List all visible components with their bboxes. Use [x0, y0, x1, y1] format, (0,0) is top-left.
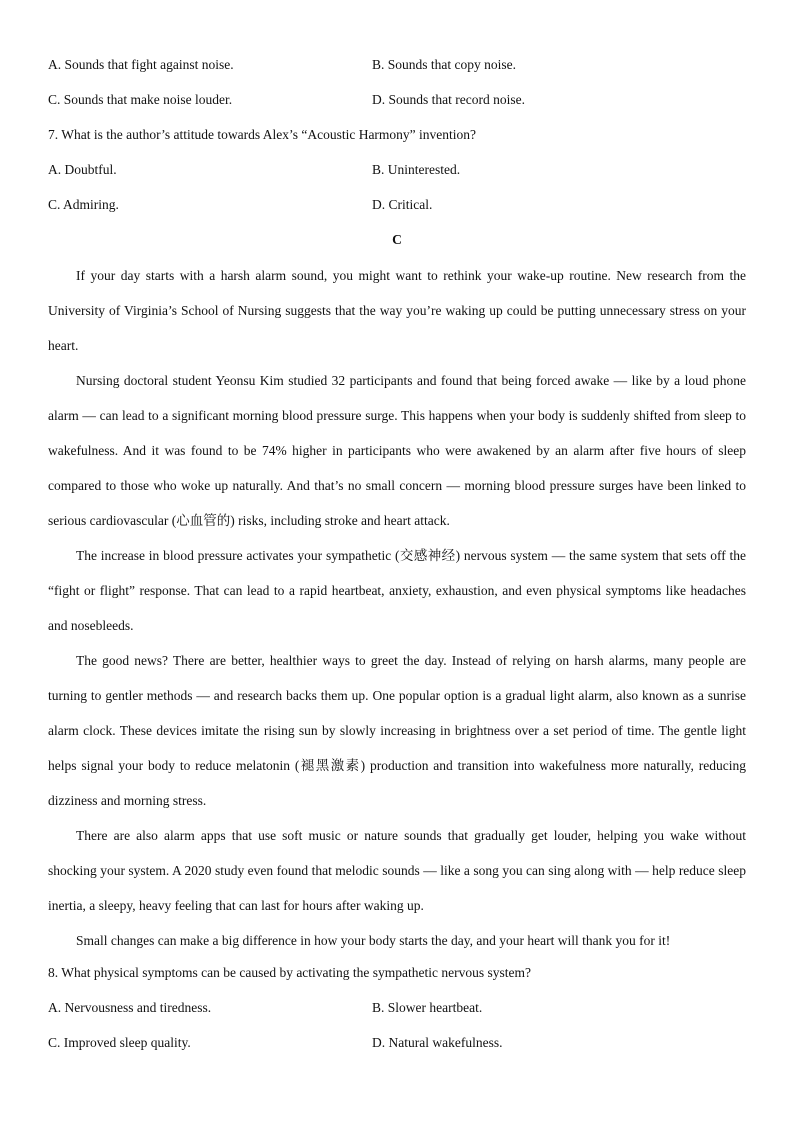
q7-option-d: D. Critical.	[372, 197, 433, 212]
q6-option-c: C. Sounds that make noise louder.	[48, 92, 233, 107]
passage-paragraph-4: The good news? There are better, healthier ways to greet the day. Instead of relying on harsh alarms, many people are turning to gentler methods — and research backs them up. One popular option is a gradual light alarm, also known as a sunrise alarm clock. These devices imitate the rising sun by slowly increasing in brightness over a set period of time. The gentle light helps signal your body to reduce melatonin (褪黑激素) production and transition into wakefulness more naturally, reducing dizziness and morning stress.	[48, 653, 746, 808]
q7-stem: 7. What is the author’s attitude towards Alex’s “Acoustic Harmony” invention?	[48, 127, 477, 142]
passage-paragraph-3: The increase in blood pressure activates your sympathetic (交感神经) nervous system — the same system that sets off the “fight or flight” response. That can lead to a rapid heartbeat, anxiety, exhaustion, and even physical symptoms like headaches and nosebleeds.	[48, 548, 746, 633]
q7-option-c: C. Admiring.	[48, 197, 119, 212]
passage-paragraph-2: Nursing doctoral student Yeonsu Kim studied 32 participants and found that being forced awake — like by a loud phone alarm — can lead to a significant morning blood pressure surge. This happens when your body is suddenly shifted from sleep to wakefulness. And it was found to be 74% higher in participants who were awakened by an alarm after five hours of sleep compared to those who woke up naturally. And that’s no small concern — morning blood pressure surges have been linked to serious cardiovascular (心血管的) risks, including stroke and heart attack.	[48, 373, 746, 528]
q8-option-a: A. Nervousness and tiredness.	[48, 1000, 212, 1015]
passage-paragraph-5: There are also alarm apps that use soft music or nature sounds that gradually get louder, helping you wake without shocking your system. A 2020 study even found that melodic sounds — like a song you can sing along with — help reduce sleep inertia, a sleepy, heavy feeling that can last for hours after waking up.	[48, 828, 746, 913]
q6-option-a: A. Sounds that fight against noise.	[48, 57, 234, 72]
q7-option-b: B. Uninterested.	[372, 162, 461, 177]
section-heading: C	[392, 232, 402, 247]
q8-option-d: D. Natural wakefulness.	[372, 1035, 503, 1050]
passage-paragraph-6: Small changes can make a big difference in how your body starts the day, and your heart will thank you for it!	[76, 933, 671, 948]
q6-option-b: B. Sounds that copy noise.	[372, 57, 516, 72]
q6-option-d: D. Sounds that record noise.	[372, 92, 525, 107]
q8-option-b: B. Slower heartbeat.	[372, 1000, 483, 1015]
passage	[48, 258, 746, 958]
q8-stem: 8. What physical symptoms can be caused by activating the sympathetic nervous system?	[48, 965, 532, 980]
q8-option-c: C. Improved sleep quality.	[48, 1035, 191, 1050]
passage-paragraph-1: If your day starts with a harsh alarm sound, you might want to rethink your wake-up routine. New research from the University of Virginia’s School of Nursing suggests that the way you’re waking up could be putting unnecessary stress on your heart.	[48, 268, 746, 353]
q7-option-a: A. Doubtful.	[48, 162, 117, 177]
